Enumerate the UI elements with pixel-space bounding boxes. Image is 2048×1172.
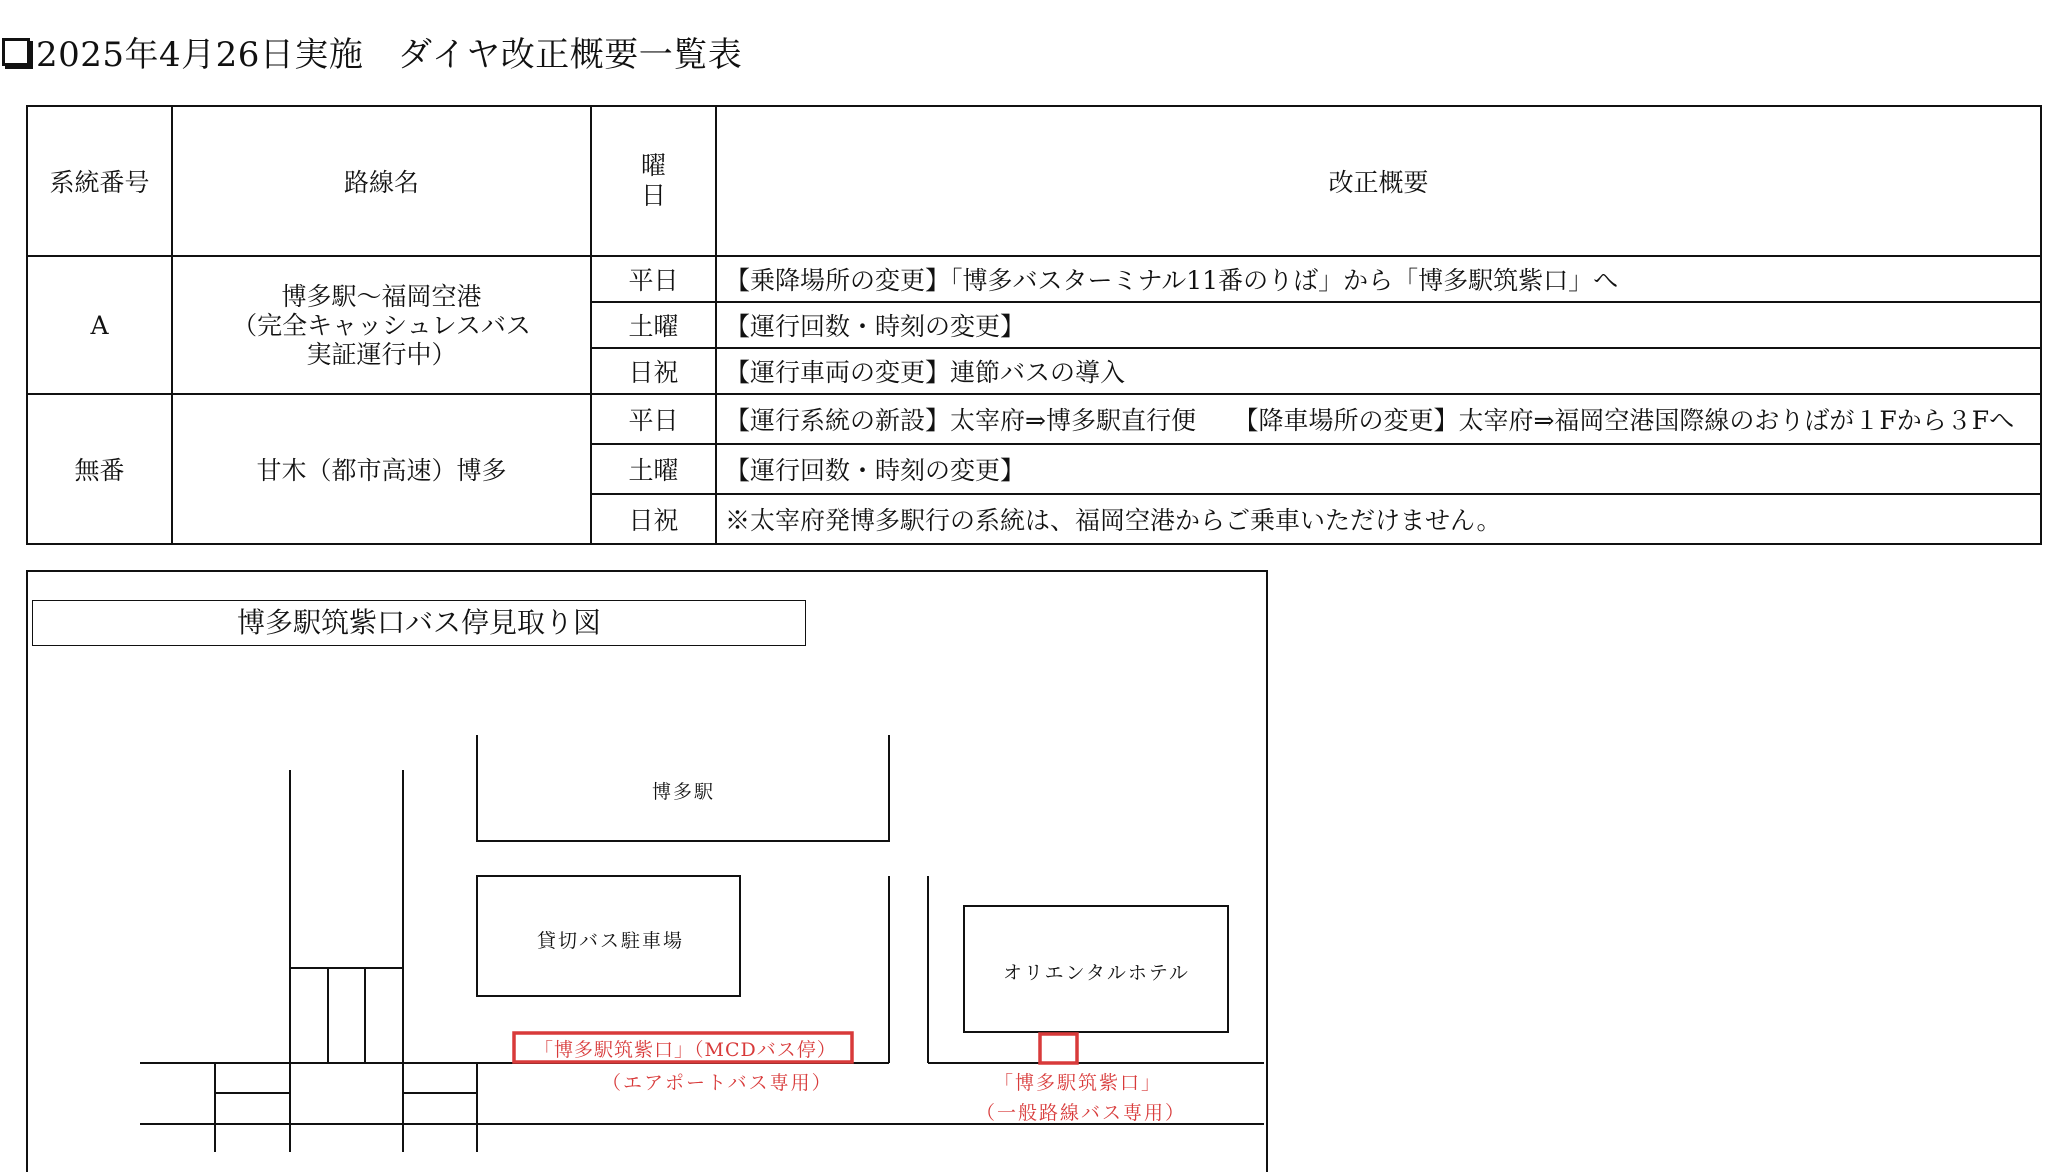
general-stop-label: 「博多駅筑紫口」 [994, 1072, 1163, 1094]
summary-cell: 【乗降場所の変更】「博多バスターミナル11番のりば」から「博多駅筑紫口」へ [716, 256, 2041, 302]
hakata-station-label: 博多駅 [652, 781, 716, 803]
day-cell: 平日 [591, 256, 716, 302]
header-day: 曜 日 [591, 106, 716, 256]
oriental-hotel-label: オリエンタルホテル [1003, 962, 1190, 984]
mcd-stop-note: （エアポートバス専用） [602, 1072, 833, 1094]
summary-cell: 【運行系統の新設】太宰府⇒博多駅直行便 【降車場所の変更】太宰府⇒福岡空港国際線のおりばが１Fから３Fへ [716, 394, 2041, 444]
map-title: 博多駅筑紫口バス停見取り図 [32, 600, 806, 646]
day-cell: 日祝 [591, 494, 716, 544]
route-name-cell: 博多駅～福岡空港 （完全キャッシュレスバス 実証運行中） [172, 256, 591, 394]
summary-cell: ※太宰府発博多駅行の系統は、福岡空港からご乗車いただけません。 [716, 494, 2041, 544]
route-name-cell: 甘木（都市高速）博多 [172, 394, 591, 544]
page-title: 2025年4月26日実施 ダイヤ改正概要一覧表 [0, 30, 742, 80]
header-route-name: 路線名 [172, 106, 591, 256]
summary-cell: 【運行回数・時刻の変更】 [716, 444, 2041, 494]
day-cell: 土曜 [591, 444, 716, 494]
summary-cell: 【運行車両の変更】連節バスの導入 [716, 348, 2041, 394]
system-no-cell: 無番 [27, 394, 172, 544]
charter-parking-label: 貸切バス駐車場 [537, 930, 685, 952]
day-cell: 平日 [591, 394, 716, 444]
header-system-no: 系統番号 [27, 106, 172, 256]
general-stop-highlight [1040, 1034, 1077, 1063]
day-cell: 土曜 [591, 302, 716, 348]
mcd-stop-label: 「博多駅筑紫口」（MCDバス停） [534, 1039, 837, 1061]
header-summary: 改正概要 [716, 106, 2041, 256]
day-cell: 日祝 [591, 348, 716, 394]
summary-cell: 【運行回数・時刻の変更】 [716, 302, 2041, 348]
general-stop-note: （一般路線バス専用） [976, 1102, 1187, 1124]
system-no-cell: A [27, 256, 172, 394]
